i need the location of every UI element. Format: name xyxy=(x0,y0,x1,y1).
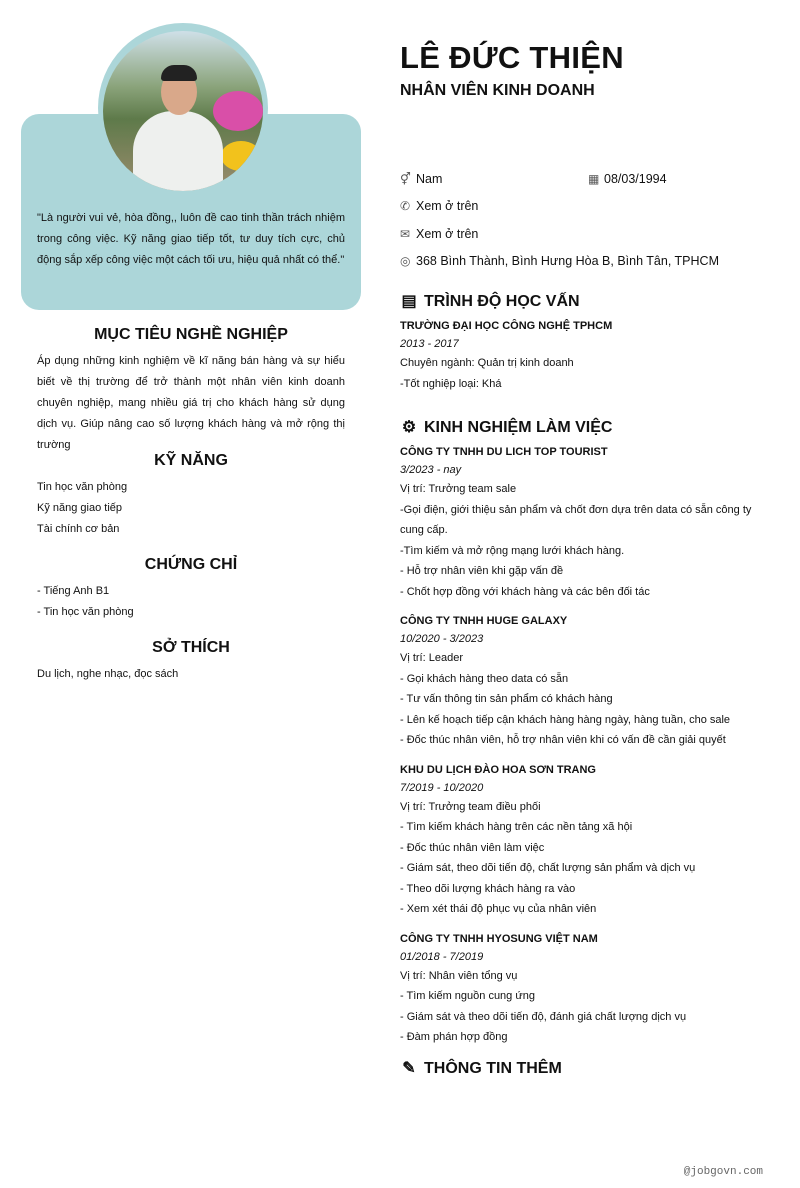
pen-icon: ✎ xyxy=(402,1059,416,1077)
job-entry xyxy=(400,612,766,751)
hobbies-text: Du lịch, nghe nhạc, đọc sách xyxy=(37,668,179,680)
school-name: TRƯỜNG ĐẠI HỌC CÔNG NGHỆ TPHCM xyxy=(400,320,613,332)
experience-section xyxy=(400,417,766,1084)
company-name: CÔNG TY TNHH HUGE GALAXY xyxy=(400,615,568,627)
gender-icon: ⚥ xyxy=(400,171,411,186)
education-line: -Tốt nghiệp loại: Khá xyxy=(400,377,502,390)
job-line: -Tìm kiếm và mở rộng mạng lưới khách hàng. xyxy=(400,544,625,557)
job-line: - Xem xét thái độ phục vụ của nhân viên xyxy=(400,903,597,915)
experience-title: KINH NGHIỆM LÀM VIỆC xyxy=(424,419,613,436)
objective-title: MỤC TIÊU NGHỀ NGHIỆP xyxy=(94,326,288,343)
skill-item: Tin học văn phòng xyxy=(37,481,128,493)
company-name: KHU DU LỊCH ĐÀO HOA SƠN TRANG xyxy=(400,763,596,776)
job-line: - Tìm kiếm nguồn cung ứng xyxy=(400,990,535,1002)
job-period: 7/2019 - 10/2020 xyxy=(400,781,484,794)
hobbies-title: SỞ THÍCH xyxy=(152,639,230,656)
job-line: - Giám sát, theo dõi tiến độ, chất lượng sản phẩm và dịch vụ xyxy=(400,862,696,874)
job-line: - Theo dõi lượng khách hàng ra vào xyxy=(400,882,576,895)
education-line: Chuyên ngành: Quản trị kinh doanh xyxy=(400,357,574,369)
job-line: - Giám sát và theo dõi tiến độ, đánh giá chất lượng dịch vụ xyxy=(400,1010,687,1023)
job-line: - Hỗ trợ nhân viên khi gặp vấn đề xyxy=(400,565,564,577)
education-period: 2013 - 2017 xyxy=(400,338,459,350)
experience-icon: ⚙ xyxy=(401,419,417,436)
company-name: CÔNG TY TNHH HYOSUNG VIỆT NAM xyxy=(400,932,598,945)
job-period: 3/2023 - nay xyxy=(400,464,462,476)
job-line: Vị trí: Nhân viên tổng vụ xyxy=(400,969,518,982)
phone-icon: ✆ xyxy=(400,199,411,214)
contact-info xyxy=(400,165,766,275)
job-line: -Gọi điện, giới thiệu sản phẩm và chốt đơn dựa trên data có sẵn công ty cung cấp. xyxy=(400,503,752,536)
skill-item: Kỹ năng giao tiếp xyxy=(37,502,123,514)
job-period: 10/2020 - 3/2023 xyxy=(400,633,484,645)
job-line: - Chốt hợp đồng với khách hàng và các bên đối tác xyxy=(400,585,650,598)
birthday: 08/03/1994 xyxy=(604,171,667,186)
certificate-item: - Tin học văn phòng xyxy=(37,606,134,618)
skills-section xyxy=(37,450,345,540)
header xyxy=(400,40,766,100)
candidate-name: LÊ ĐỨC THIỆN xyxy=(400,40,624,75)
job-line: Vị trí: Trưởng team điều phối xyxy=(400,800,541,813)
job-line: - Đốc thúc nhân viên làm việc xyxy=(400,841,545,854)
job-line: - Đàm phán hợp đồng xyxy=(400,1031,508,1043)
phone: Xem ở trên xyxy=(416,199,479,214)
avatar xyxy=(103,31,263,191)
address: 368 Bình Thành, Bình Hưng Hòa B, Bình Tân, TPHCM xyxy=(416,254,719,269)
skill-item: Tài chính cơ bản xyxy=(37,523,120,535)
email-icon: ✉ xyxy=(400,226,411,241)
hobbies-section xyxy=(37,637,345,685)
job-entry xyxy=(400,930,766,1048)
company-name: CÔNG TY TNHH DU LICH TOP TOURIST xyxy=(400,446,608,458)
certificates-title: CHỨNG CHỈ xyxy=(144,556,238,573)
education-section xyxy=(400,291,766,394)
job-line: - Tìm kiếm khách hàng trên các nền tảng xã hội xyxy=(400,821,633,833)
additional-title: THÔNG TIN THÊM xyxy=(424,1059,562,1077)
job-line: Vị trí: Leader xyxy=(400,652,463,664)
objective-section xyxy=(37,324,345,456)
job-line: - Lên kế hoạch tiếp cận khách hàng hàng ngày, hàng tuần, cho sale xyxy=(400,713,731,726)
job-line: - Tư vấn thông tin sản phẩm có khách hàng xyxy=(400,693,613,705)
education-icon: ▤ xyxy=(401,293,417,310)
education-title: TRÌNH ĐỘ HỌC VẤN xyxy=(424,293,580,310)
skills-title: KỸ NĂNG xyxy=(154,452,228,469)
job-entry xyxy=(400,761,766,920)
certificate-item: - Tiếng Anh B1 xyxy=(37,585,110,597)
location-icon: ◎ xyxy=(400,254,411,269)
objective-text: Áp dụng những kinh nghiệm về kĩ năng bán hàng và sự hiểu biết về thị trường để trở thành một nhân viên kinh doanh chuyên nghiệp, mang nhiều giá trị cho khách hàng sử dụng dịch vụ. Giúp nâng cao số lượng khách hàng và mở rộng thị trường xyxy=(37,355,345,451)
watermark: @jobgovn.com xyxy=(683,1166,763,1178)
gender: Nam xyxy=(416,171,443,186)
certificates-section xyxy=(37,554,345,623)
job-entry xyxy=(400,443,766,602)
profile-quote: "Là người vui vẻ, hòa đồng,, luôn đề cao tinh thần trách nhiệm trong công việc. Kỹ năng giao tiếp tốt, tư duy tích cực, chủ động sắp xếp công việc một cách tối ưu, hiệu quả nhất có thể." xyxy=(37,212,345,266)
job-line: - Gọi khách hàng theo data có sẵn xyxy=(400,672,569,685)
job-period: 01/2018 - 7/2019 xyxy=(400,950,484,963)
email: Xem ở trên xyxy=(416,226,479,241)
job-line: - Đốc thúc nhân viên, hỗ trợ nhân viên khi có vấn đề cần giải quyết xyxy=(400,734,726,746)
calendar-icon: ▦ xyxy=(588,171,600,186)
job-title: NHÂN VIÊN KINH DOANH xyxy=(400,82,595,99)
job-line: Vị trí: Trưởng team sale xyxy=(400,483,517,495)
